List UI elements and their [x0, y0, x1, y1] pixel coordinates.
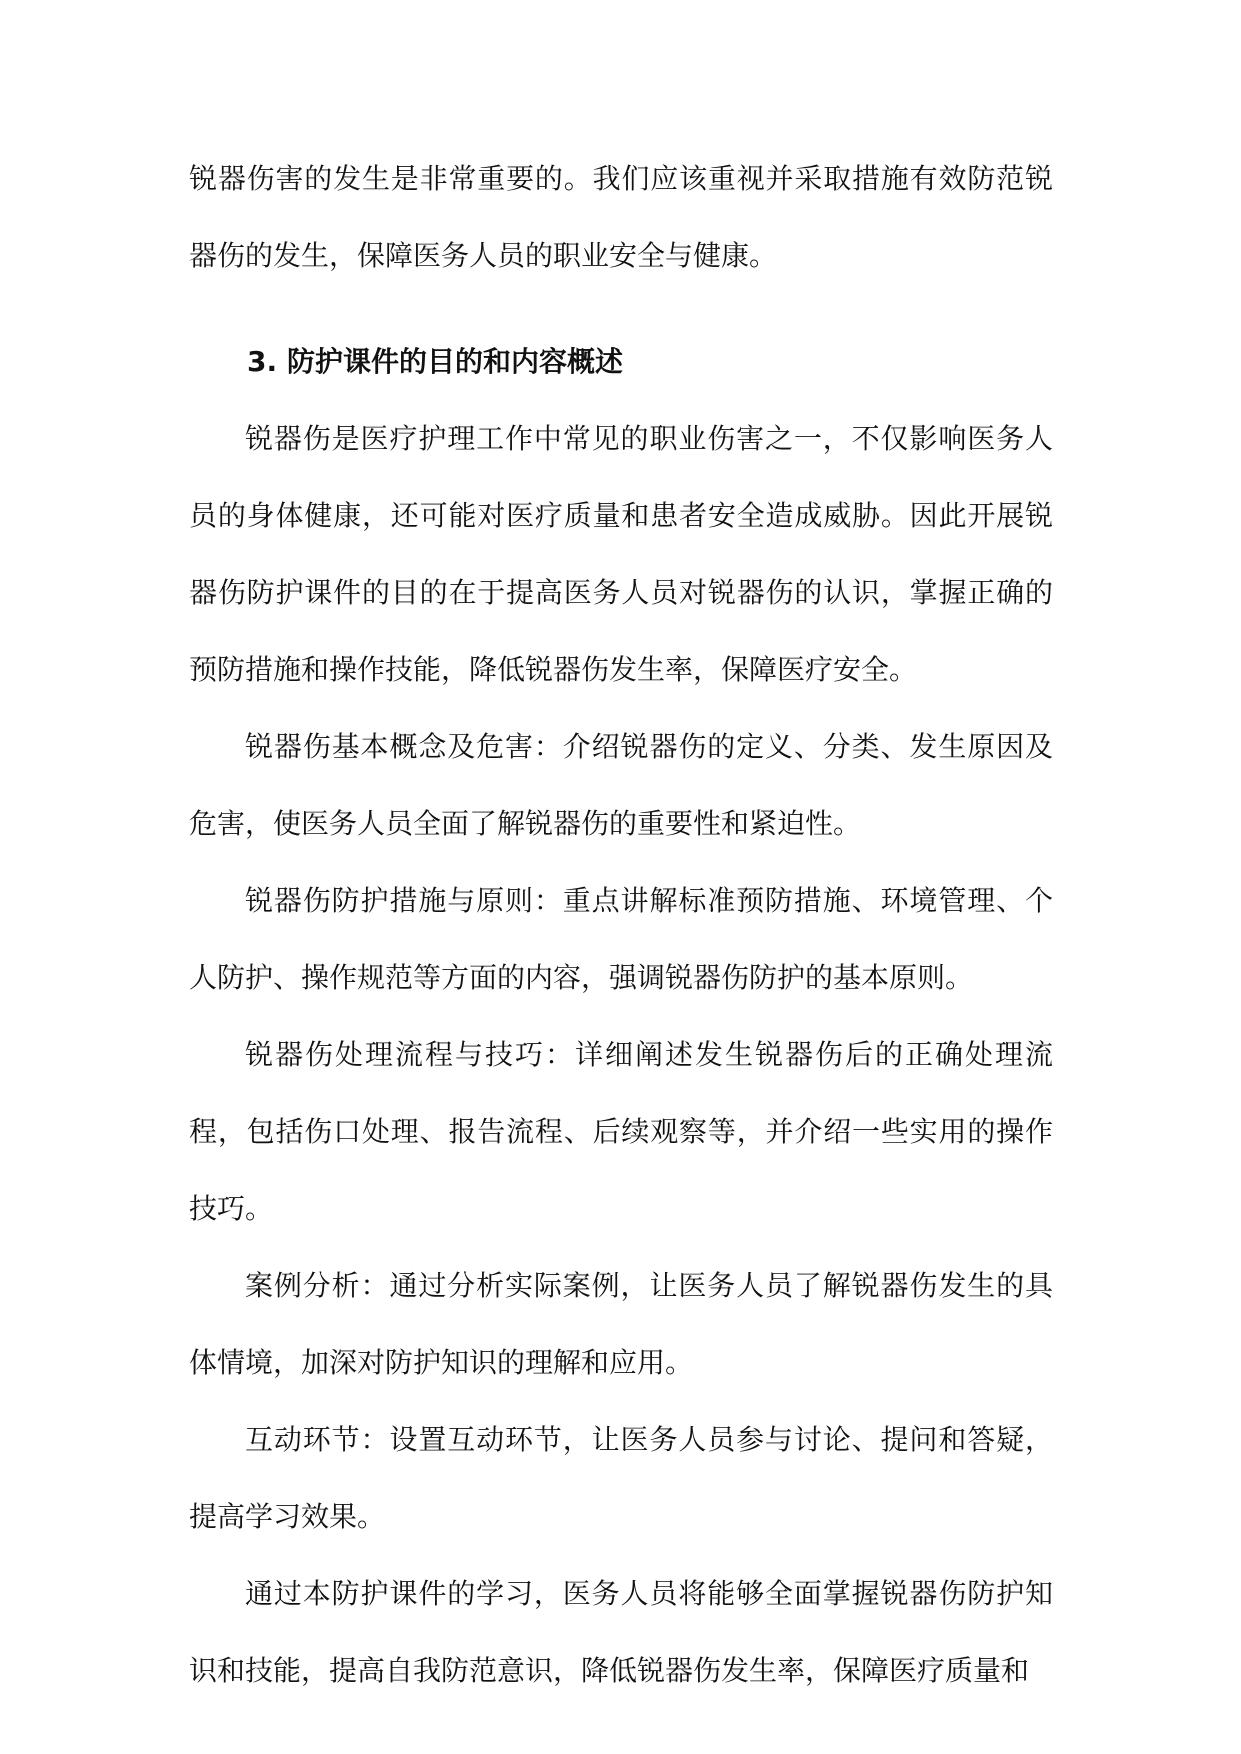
paragraph-basic-concepts: 锐器伤基本概念及危害：介绍锐器伤的定义、分类、发生原因及危害，使医务人员全面了解锐器伤的重要性和紧迫性。 — [189, 730, 1053, 840]
paragraph-protection-measures: 锐器伤防护措施与原则：重点讲解标准预防措施、环境管理、个人防护、操作规范等方面的内容，强调锐器伤防护的基本原则。 — [189, 884, 1053, 994]
paragraph-case-analysis: 案例分析：通过分析实际案例，让医务人员了解锐器伤发生的具体情境，加深对防护知识的理解和应用。 — [189, 1269, 1053, 1379]
paragraph-handling-process: 锐器伤处理流程与技巧：详细阐述发生锐器伤后的正确处理流程，包括伤口处理、报告流程、后续观察等，并介绍一些实用的操作技巧。 — [189, 1038, 1053, 1225]
section-heading — [189, 323, 1053, 400]
document-body — [189, 140, 1053, 1709]
paragraph-purpose: 锐器伤是医疗护理工作中常见的职业伤害之一，不仅影响医务人员的身体健康，还可能对医疗质量和患者安全造成威胁。因此开展锐器伤防护课件的目的在于提高医务人员对锐器伤的认识，掌握正确的预防措施和操作技能，降低锐器伤发生率，保障医疗安全。 — [189, 422, 1053, 686]
section-number: 3. — [247, 345, 278, 378]
intro-paragraph: 锐器伤害的发生是非常重要的。我们应该重视并采取措施有效防范锐器伤的发生，保障医务人员的职业安全与健康。 — [189, 162, 1053, 272]
section-title: 防护课件的目的和内容概述 — [287, 345, 624, 378]
paragraph-interactive-session: 互动环节：设置互动环节，让医务人员参与讨论、提问和答疑，提高学习效果。 — [189, 1423, 1053, 1533]
paragraph-conclusion: 通过本防护课件的学习，医务人员将能够全面掌握锐器伤防护知识和技能，提高自我防范意识，降低锐器伤发生率，保障医疗质量和 — [189, 1577, 1053, 1687]
